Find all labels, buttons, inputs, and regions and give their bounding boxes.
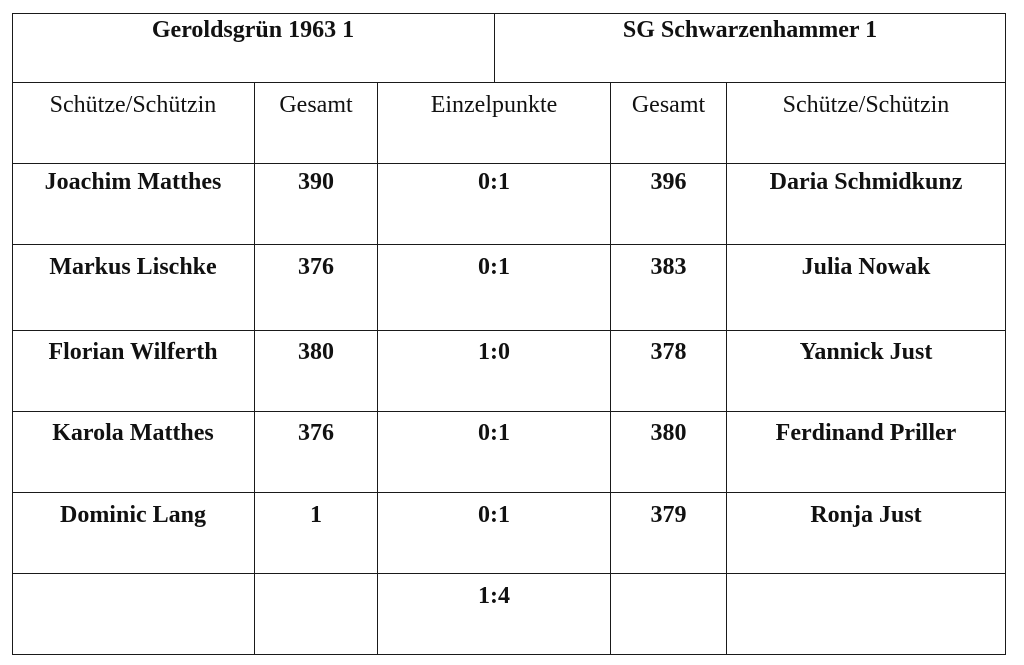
away-shooter-total: 383: [611, 245, 727, 331]
away-shooter-name: Yannick Just: [727, 331, 1006, 412]
result-empty-cell: [727, 574, 1006, 655]
match-result-table: [12, 13, 1006, 655]
home-shooter-name: Markus Lischke: [12, 245, 255, 331]
away-shooter-name: Daria Schmidkunz: [727, 164, 1006, 245]
match-result: 1:4: [378, 574, 611, 655]
home-shooter-name: Dominic Lang: [12, 493, 255, 574]
away-shooter-name: Ronja Just: [727, 493, 1006, 574]
result-empty-cell: [12, 574, 255, 655]
home-shooter-total: 390: [255, 164, 378, 245]
away-shooter-total: 380: [611, 412, 727, 493]
away-shooter-name: Julia Nowak: [727, 245, 1006, 331]
home-team-name: Geroldsgrün 1963 1: [12, 13, 495, 83]
column-header-points: Einzelpunkte: [378, 83, 611, 164]
column-header-shooter-left: Schütze/Schützin: [12, 83, 255, 164]
column-header-total-right: Gesamt: [611, 83, 727, 164]
away-shooter-total: 396: [611, 164, 727, 245]
single-points: 0:1: [378, 164, 611, 245]
away-shooter-total: 378: [611, 331, 727, 412]
single-points: 1:0: [378, 331, 611, 412]
away-shooter-name: Ferdinand Priller: [727, 412, 1006, 493]
column-header-shooter-right: Schütze/Schützin: [727, 83, 1006, 164]
home-shooter-name: Joachim Matthes: [12, 164, 255, 245]
single-points: 0:1: [378, 412, 611, 493]
column-header-total-left: Gesamt: [255, 83, 378, 164]
single-points: 0:1: [378, 245, 611, 331]
home-shooter-name: Florian Wilferth: [12, 331, 255, 412]
single-points: 0:1: [378, 493, 611, 574]
away-team-name: SG Schwarzenhammer 1: [495, 13, 1006, 83]
result-empty-cell: [611, 574, 727, 655]
home-shooter-total: 1: [255, 493, 378, 574]
home-shooter-total: 376: [255, 245, 378, 331]
home-shooter-total: 376: [255, 412, 378, 493]
home-shooter-name: Karola Matthes: [12, 412, 255, 493]
away-shooter-total: 379: [611, 493, 727, 574]
home-shooter-total: 380: [255, 331, 378, 412]
result-empty-cell: [255, 574, 378, 655]
